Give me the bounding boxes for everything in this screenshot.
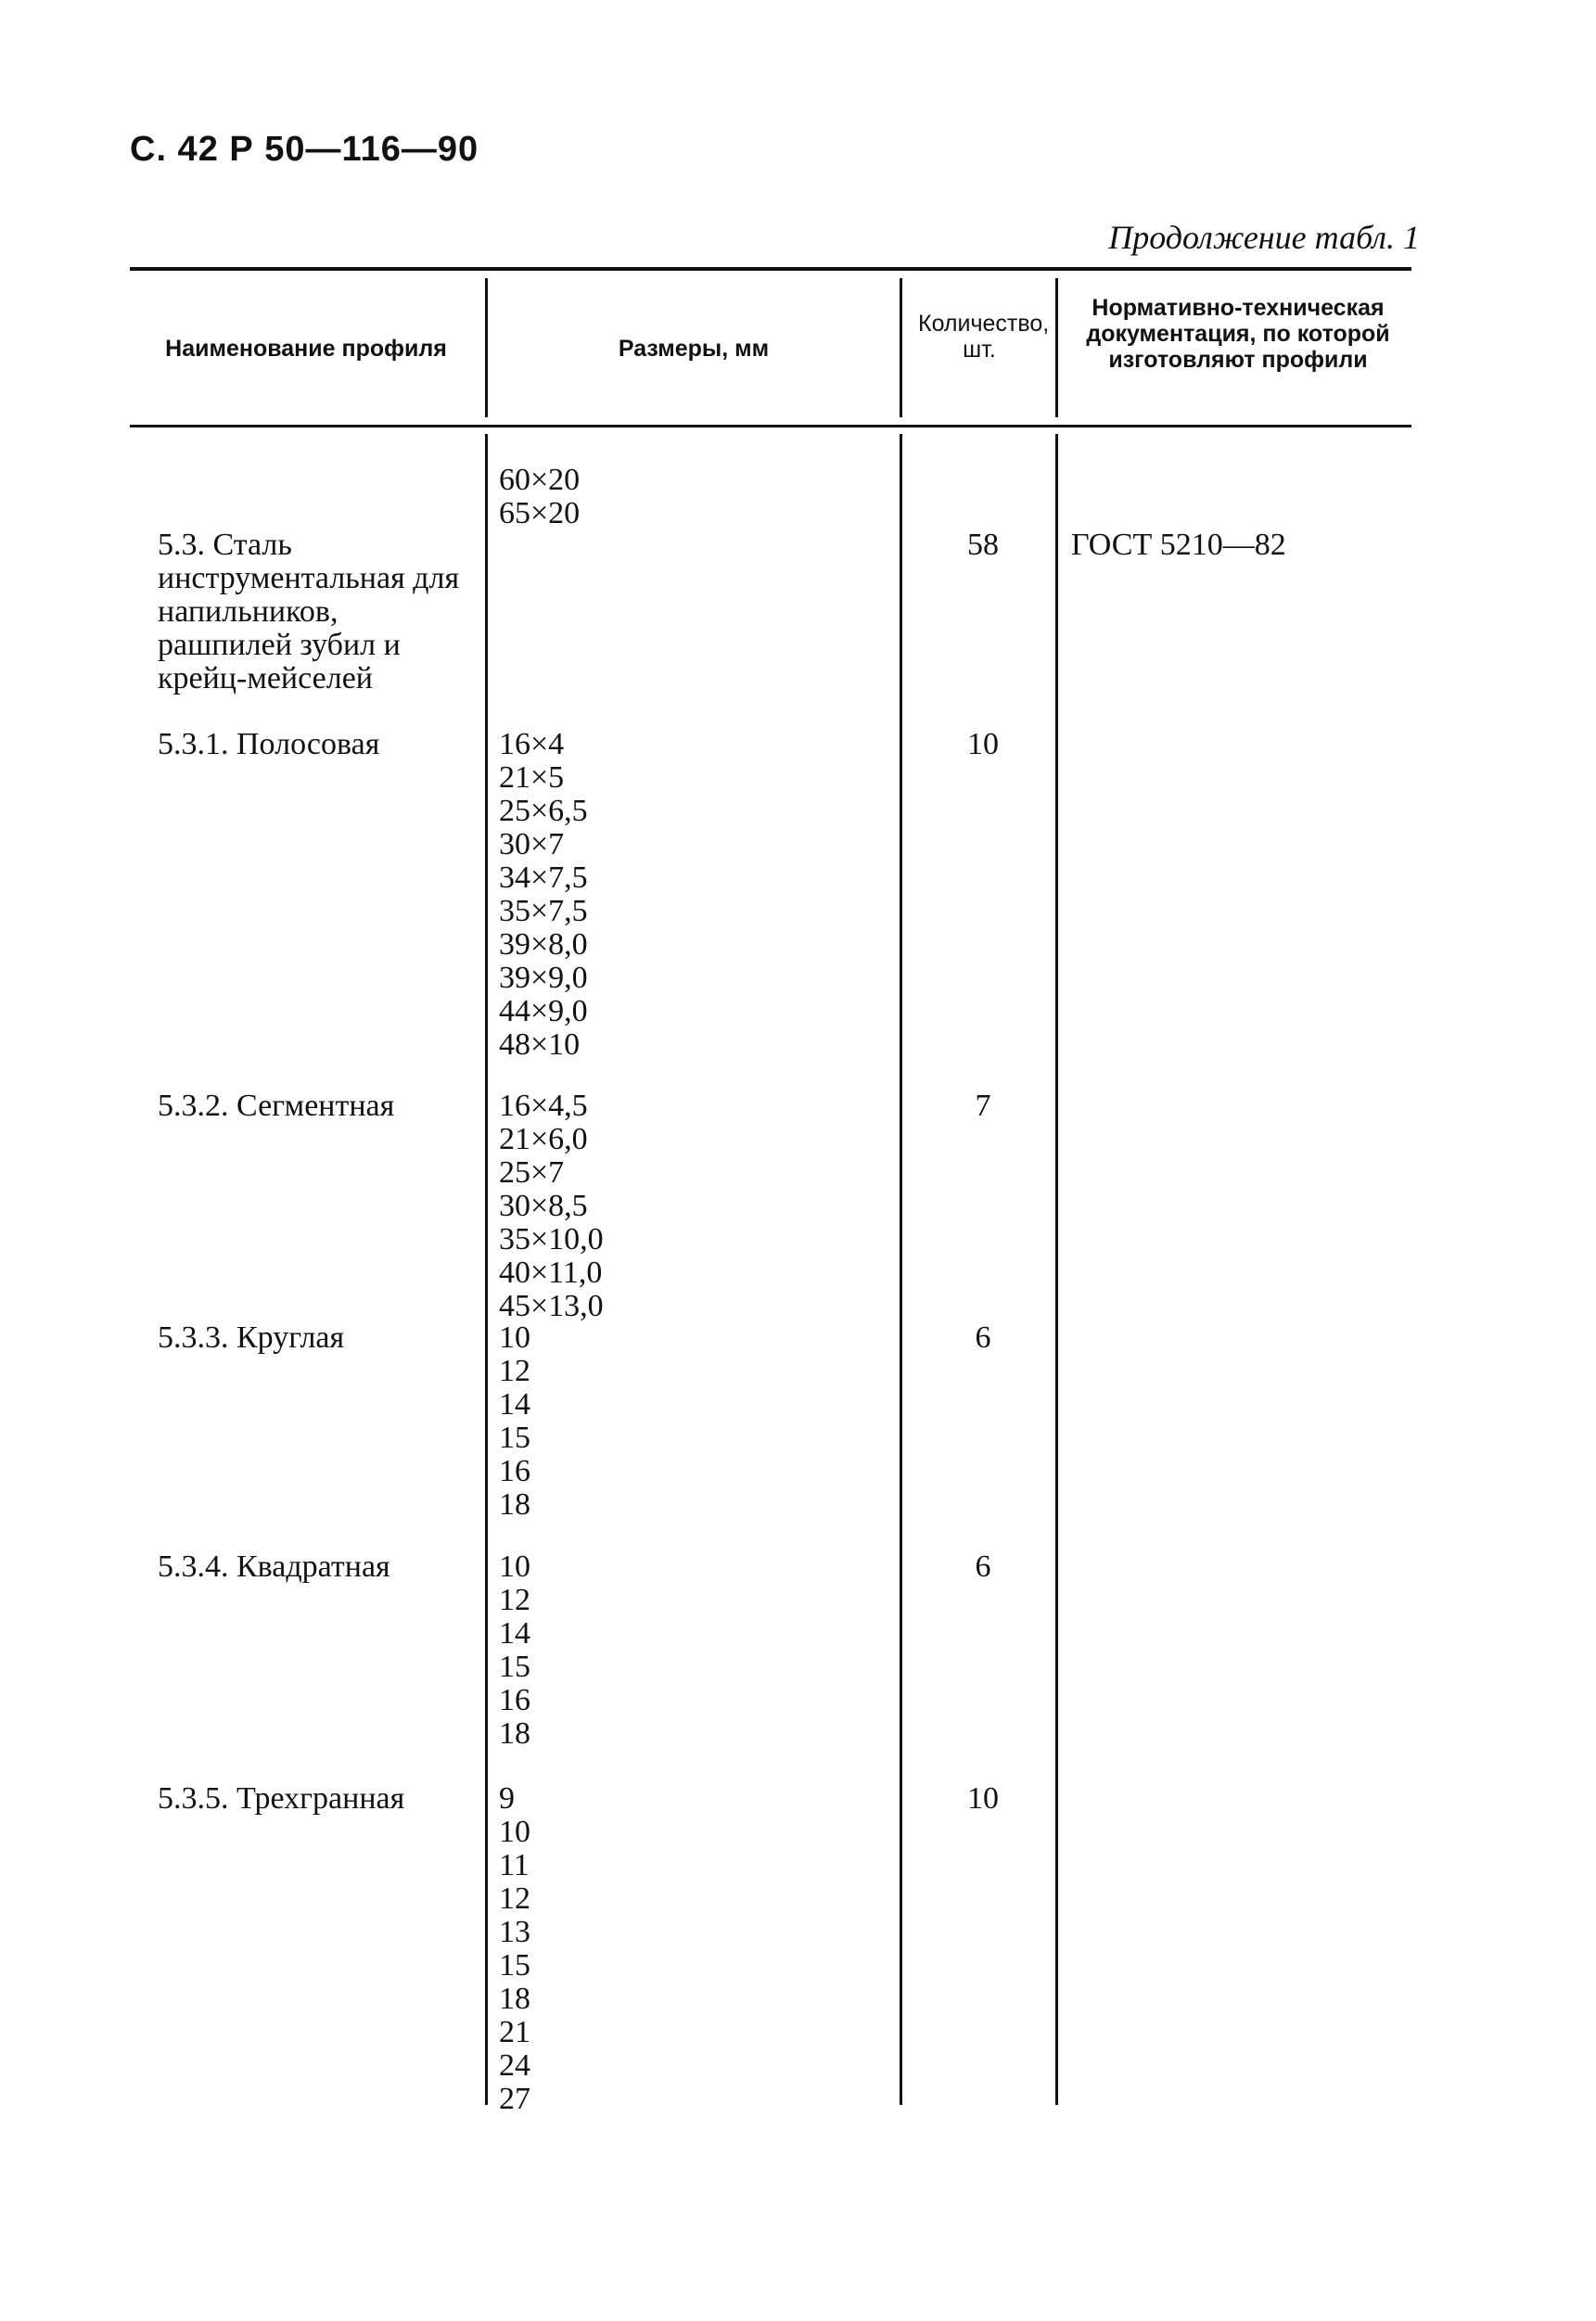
size-value: 30×8,5 <box>499 1189 588 1223</box>
size-value: 27 <box>499 2082 530 2116</box>
table-row-sizes <box>499 1321 530 1522</box>
size-value: 15 <box>499 1948 530 1983</box>
size-value: 13 <box>499 1915 530 1949</box>
size-value: 10 <box>499 1815 530 1849</box>
size-value: 21×5 <box>499 760 565 795</box>
size-value: 39×8,0 <box>499 927 588 962</box>
table-row-name: 5.3.3. Круглая <box>158 1320 345 1355</box>
column-header-name: Наименование профиля <box>165 336 447 362</box>
size-value: 25×7 <box>499 1155 565 1190</box>
size-value: 21×6,0 <box>499 1122 588 1156</box>
page-header: С. 42 Р 50—116—90 <box>130 130 479 169</box>
table-row-name: 5.3. Сталь инструментальная для напильников, рашпилей зубил и крейц-мейселей <box>158 528 460 695</box>
column-divider-2 <box>900 278 902 417</box>
column-divider-1-body <box>485 434 488 2105</box>
column-divider-2-body <box>900 434 902 2105</box>
table-top-rule <box>130 267 1411 271</box>
table-row-name: 5.3.2. Сегментная <box>158 1089 395 1123</box>
table-row-qty: 58 <box>967 528 999 562</box>
column-divider-3-body <box>1055 434 1058 2105</box>
column-header-norm: Нормативно-техническая документация, по которой изготовляют профили <box>1086 295 1390 373</box>
column-header-sizes: Размеры, мм <box>618 336 770 362</box>
size-value: 12 <box>499 1583 530 1617</box>
table-row-name: 5.3.5. Трехгранная <box>158 1781 405 1816</box>
size-value: 12 <box>499 1881 530 1916</box>
table-header-rule <box>130 425 1411 427</box>
table-row-sizes <box>499 1782 530 2116</box>
table-row-sizes <box>499 728 588 1062</box>
size-value: 14 <box>499 1616 530 1651</box>
size-value: 11 <box>499 1848 530 1882</box>
size-value: 18 <box>499 1716 530 1751</box>
column-divider-1 <box>485 278 488 417</box>
table-row-qty: 6 <box>975 1320 991 1355</box>
table-row-qty: 10 <box>967 1781 999 1816</box>
table-caption: Продолжение табл. 1 <box>1108 219 1420 256</box>
size-value: 14 <box>499 1387 530 1422</box>
size-value: 15 <box>499 1421 530 1455</box>
size-value: 10 <box>499 1549 530 1584</box>
table-row-sizes <box>499 1090 604 1323</box>
table-row-qty: 7 <box>975 1089 991 1123</box>
column-header-qty: Количество, шт. <box>918 311 1050 363</box>
size-value: 40×11,0 <box>499 1256 603 1290</box>
table-row-name: 5.3.1. Полосовая <box>158 727 380 761</box>
size-value: 24 <box>499 2048 530 2083</box>
size-value: 25×6,5 <box>499 794 588 828</box>
size-value: 18 <box>499 1982 530 2016</box>
size-value: 30×7 <box>499 827 565 861</box>
size-value: 15 <box>499 1650 530 1684</box>
size-value: 16 <box>499 1454 530 1488</box>
size-value: 60×20 <box>499 463 581 497</box>
table-row-name: 5.3.4. Квадратная <box>158 1549 390 1584</box>
table-row-qty: 10 <box>967 727 999 761</box>
size-value: 16×4,5 <box>499 1089 588 1123</box>
size-value: 45×13,0 <box>499 1289 604 1323</box>
size-value: 39×9,0 <box>499 961 588 995</box>
size-value: 10 <box>499 1320 530 1355</box>
size-value: 16 <box>499 1683 530 1717</box>
size-value: 16×4 <box>499 727 565 761</box>
size-value: 48×10 <box>499 1027 581 1062</box>
table-row-sizes <box>499 1550 530 1751</box>
table-row-qty: 6 <box>975 1549 991 1584</box>
size-value: 34×7,5 <box>499 861 588 895</box>
size-value: 12 <box>499 1354 530 1388</box>
size-value: 65×20 <box>499 496 581 530</box>
size-value: 44×9,0 <box>499 994 588 1028</box>
size-value: 35×10,0 <box>499 1222 604 1256</box>
size-value: 35×7,5 <box>499 894 588 928</box>
table-row-sizes <box>499 464 580 530</box>
column-divider-3 <box>1055 278 1058 417</box>
size-value: 9 <box>499 1781 515 1816</box>
size-value: 18 <box>499 1487 530 1522</box>
size-value: 21 <box>499 2015 530 2049</box>
table-row-norm: ГОСТ 5210—82 <box>1071 528 1286 562</box>
